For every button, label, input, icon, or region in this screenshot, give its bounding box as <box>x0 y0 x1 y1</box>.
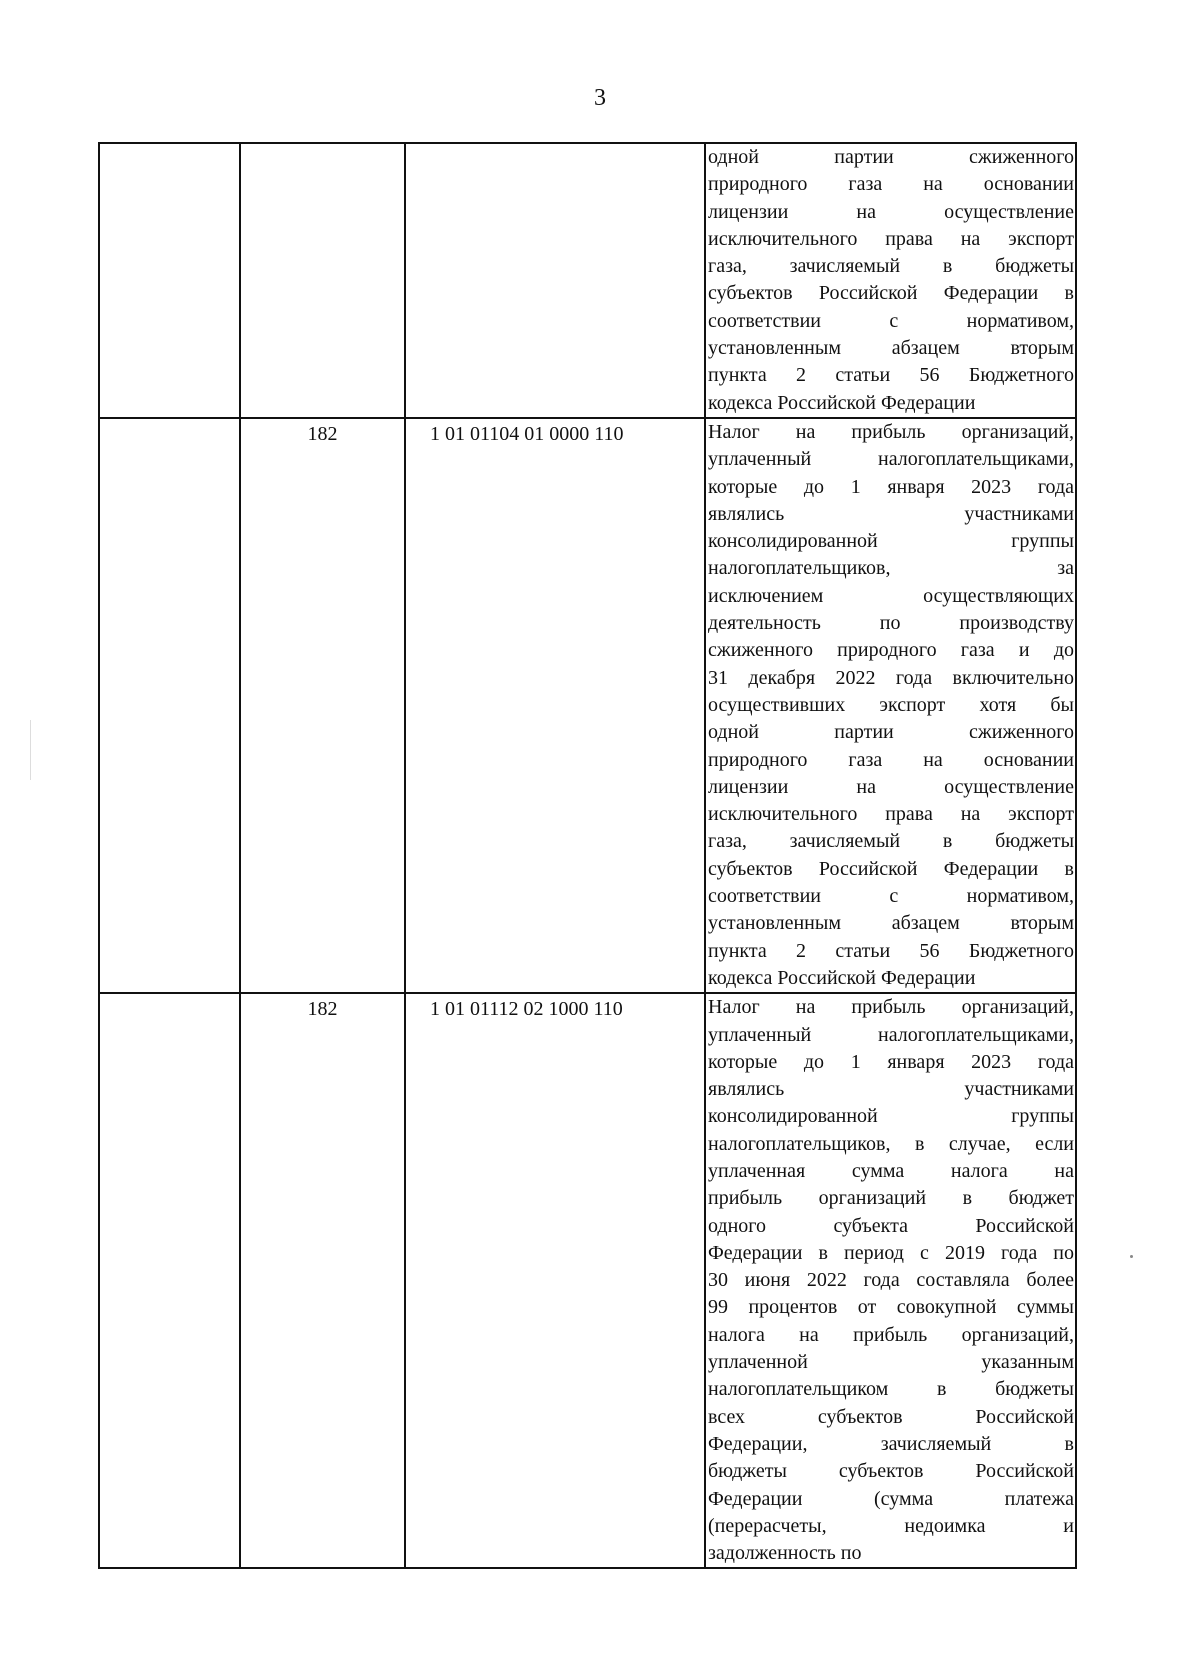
description-line: налогоплательщиков, в случае, если <box>708 1132 1074 1155</box>
description-line: соответствии с нормативом, <box>708 309 1074 332</box>
description-line: пункта 2 статьи 56 Бюджетного <box>708 364 1074 387</box>
description-line: налогоплательщиков, за <box>708 557 1074 580</box>
kbk-code-cell: 1 01 01104 01 0000 110 <box>405 418 705 993</box>
description-line: сжиженного природного газа и до <box>708 639 1074 662</box>
description-line: которые до 1 января 2023 года <box>708 475 1074 498</box>
description-line: исключением осуществляющих <box>708 584 1074 607</box>
description-line: одного субъекта Российской <box>708 1214 1074 1237</box>
description-line: (перерасчеты, недоимка и <box>708 1514 1074 1537</box>
description-line: газа, зачисляемый в бюджеты <box>708 830 1074 853</box>
description-line: являлись участниками <box>708 1078 1074 1101</box>
admin-code-cell <box>240 143 405 418</box>
description-line: природного газа на основании <box>708 748 1074 771</box>
empty-cell <box>99 418 240 993</box>
description-line: являлись участниками <box>708 502 1074 525</box>
description-line: консолидированной группы <box>708 1105 1074 1128</box>
description-line: установленным абзацем вторым <box>708 337 1074 360</box>
description-line: консолидированной группы <box>708 530 1074 553</box>
description-line: лицензии на осуществление <box>708 200 1074 223</box>
kbk-code-cell <box>405 143 705 418</box>
scan-artifact <box>1130 1255 1133 1258</box>
description-line: 30 июня 2022 года составляла более <box>708 1269 1074 1292</box>
description-line: кодекса Российской Федерации <box>708 966 976 989</box>
description-line: бюджеты субъектов Российской <box>708 1460 1074 1483</box>
description-line: исключительного права на экспорт <box>708 803 1074 826</box>
description-line: природного газа на основании <box>708 173 1074 196</box>
description-line: Налог на прибыль организаций, <box>708 420 1074 443</box>
description-line: уплаченной указанным <box>708 1351 1074 1374</box>
description-line: всех субъектов Российской <box>708 1405 1074 1428</box>
description-line: задолженность по <box>708 1542 862 1565</box>
page-number: 3 <box>594 85 606 111</box>
description-line: кодекса Российской Федерации <box>708 391 976 414</box>
empty-cell <box>99 143 240 418</box>
description-line: соответствии с нормативом, <box>708 885 1074 908</box>
description-line: деятельность по производству <box>708 612 1074 635</box>
description-cell <box>705 418 1076 993</box>
description-line: которые до 1 января 2023 года <box>708 1050 1074 1073</box>
admin-code-cell: 182 <box>240 993 405 1568</box>
description-line: налогоплательщиком в бюджеты <box>708 1378 1074 1401</box>
description-line: уплаченный налогоплательщиками, <box>708 448 1074 471</box>
table-row <box>99 993 1076 1568</box>
description-cell <box>705 993 1076 1568</box>
empty-cell <box>99 993 240 1568</box>
description-line: Федерации, зачисляемый в <box>708 1432 1074 1455</box>
description-line: Федерации (сумма платежа <box>708 1487 1074 1510</box>
description-line: субъектов Российской Федерации в <box>708 857 1074 880</box>
description-line: установленным абзацем вторым <box>708 912 1074 935</box>
description-line: Налог на прибыль организаций, <box>708 996 1074 1019</box>
description-line: лицензии на осуществление <box>708 775 1074 798</box>
description-line: исключительного права на экспорт <box>708 227 1074 250</box>
description-line: одной партии сжиженного <box>708 146 1074 168</box>
table-row <box>99 418 1076 993</box>
description-line: налога на прибыль организаций, <box>708 1323 1074 1346</box>
scan-artifact <box>30 720 31 780</box>
description-line: 99 процентов от совокупной суммы <box>708 1296 1074 1319</box>
description-line: газа, зачисляемый в бюджеты <box>708 255 1074 278</box>
description-line: Федерации в период с 2019 года по <box>708 1241 1074 1264</box>
description-line: субъектов Российской Федерации в <box>708 282 1074 305</box>
description-line: уплаченный налогоплательщиками, <box>708 1023 1074 1046</box>
admin-code-cell: 182 <box>240 418 405 993</box>
budget-classification-table <box>98 142 1077 1569</box>
description-line: прибыль организаций в бюджет <box>708 1187 1074 1210</box>
description-line: осуществивших экспорт хотя бы <box>708 693 1074 716</box>
table-row <box>99 143 1076 418</box>
description-line: пункта 2 статьи 56 Бюджетного <box>708 939 1074 962</box>
kbk-code-cell: 1 01 01112 02 1000 110 <box>405 993 705 1568</box>
description-line: одной партии сжиженного <box>708 721 1074 744</box>
description-cell <box>705 143 1076 418</box>
description-line: 31 декабря 2022 года включительно <box>708 666 1074 689</box>
description-line: уплаченная сумма налога на <box>708 1159 1074 1182</box>
